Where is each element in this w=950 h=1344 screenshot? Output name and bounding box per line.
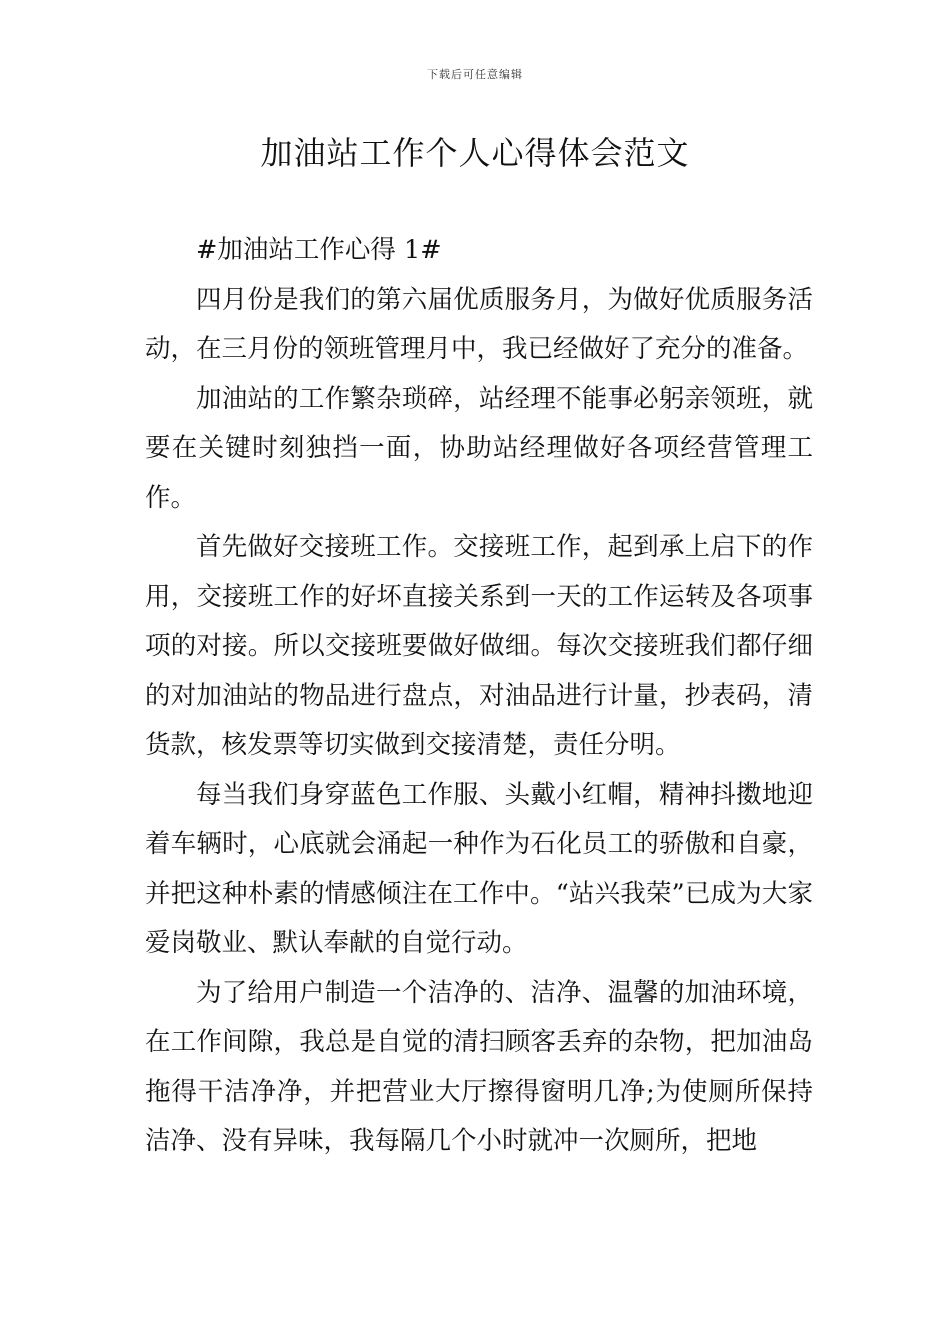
document-body — [145, 226, 813, 1167]
paragraph: 加油站的工作繁杂琐碎，站经理不能事必躬亲领班，就要在关键时刻独挡一面，协助站经理做好各项经营管理工作。 — [145, 383, 813, 513]
document-title: 加油站工作个人心得体会范文 — [260, 134, 690, 172]
paragraph: 四月份是我们的第六届优质服务月，为做好优质服务活动，在三月份的领班管理月中，我已经做好了充分的准备。 — [145, 284, 813, 364]
header-note: 下载后可任意编辑 — [427, 68, 523, 81]
paragraph: 为了给用户制造一个洁净的、洁净、温馨的加油环境，在工作间隙，我总是自觉的清扫顾客丢弃的杂物，把加油岛拖得干洁净净，并把营业大厅擦得窗明几净;为使厕所保持洁净、没有异味，我每隔几个小时就冲一次厕所，把地 — [145, 977, 813, 1156]
paragraph: 每当我们身穿蓝色工作服、头戴小红帽，精神抖擞地迎着车辆时，心底就会涌起一种作为石化员工的骄傲和自豪，并把这种朴素的情感倾注在工作中。“站兴我荣”已成为大家爱岗敬业、默认奉献的自觉行动。 — [145, 779, 813, 958]
paragraph: 首先做好交接班工作。交接班工作，起到承上启下的作用，交接班工作的好坏直接关系到一天的工作运转及各项事项的对接。所以交接班要做好做细。每次交接班我们都仔细的对加油站的物品进行盘点，对油品进行计量，抄表码，清货款，核发票等切实做到交接清楚，责任分明。 — [145, 532, 813, 760]
section-heading: #加油站工作心得 1# — [196, 235, 442, 265]
